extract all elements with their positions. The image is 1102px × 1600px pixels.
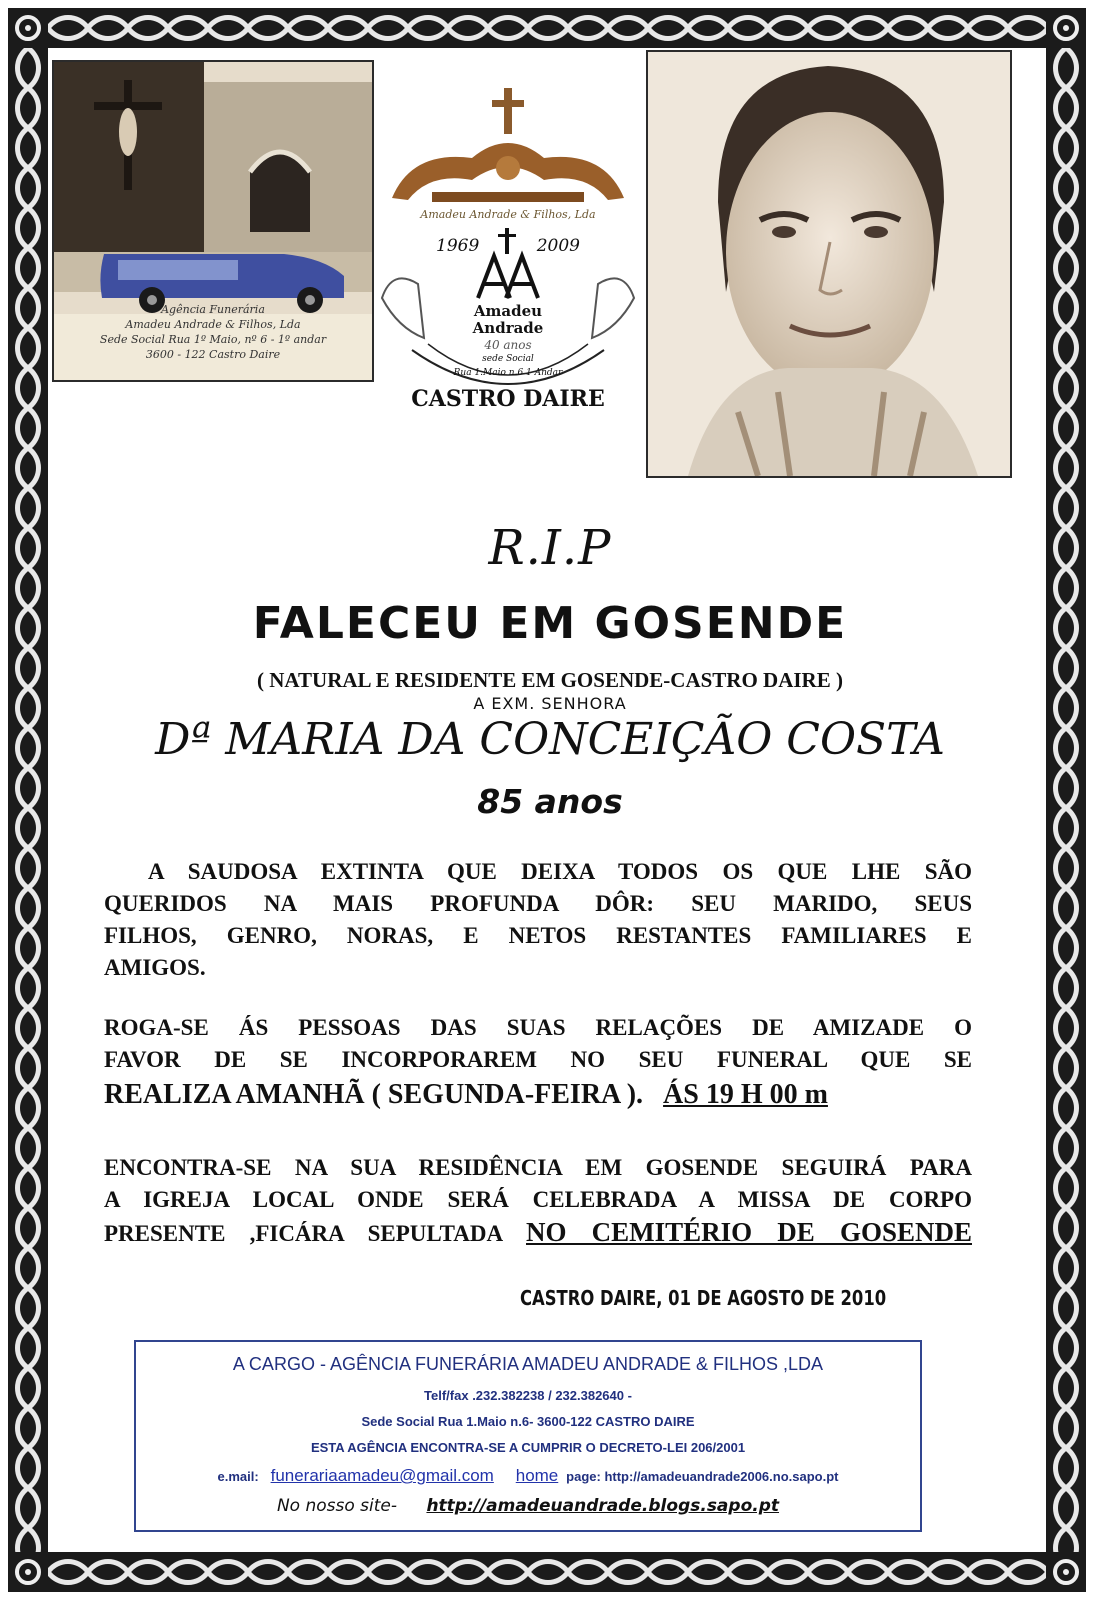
caption-line: 3600 - 122 Castro Daire	[145, 348, 281, 361]
agency-blog-row	[136, 1496, 920, 1516]
email-link[interactable]: funerariaamadeu@gmail.com	[270, 1466, 494, 1485]
border-corner-ornament	[8, 8, 48, 48]
border-corner-ornament	[8, 1552, 48, 1592]
funeral-paragraph	[104, 1012, 972, 1114]
paragraph-line: AMIGOS.	[104, 955, 206, 980]
hearse-photo	[52, 60, 374, 382]
logo-year-end: 2009	[536, 236, 580, 256]
deceased-name: Dª MARIA DA CONCEIÇÃO COSTA	[155, 714, 945, 765]
paragraph-line: FAVOR DE SE INCORPORAREM NO SEU FUNERAL QUE SE	[104, 1047, 972, 1072]
logo-brand-line-1: Amadeu	[473, 302, 543, 320]
agency-phone: Telf/fax .232.382238 / 232.382640 -	[424, 1388, 632, 1403]
burial-place: NO CEMITÉRIO DE GOSENDE	[526, 1217, 972, 1247]
caption-line: Sede Social Rua 1º Maio, nº 6 - 1º andar	[99, 333, 327, 346]
paragraph-line: A SAUDOSA EXTINTA QUE DEIXA TODOS OS QUE LHE SÃO	[148, 859, 972, 884]
deceased-age: 85 anos	[477, 782, 623, 821]
portrait-illustration	[648, 52, 1010, 476]
logo-address: Rua 1.Maio n.6 1 Andar	[453, 368, 563, 378]
burial-place-line	[104, 1216, 972, 1250]
email-label: e.mail:	[217, 1469, 259, 1484]
hearse-caption	[64, 302, 362, 362]
logo-years	[436, 236, 580, 256]
border-corner-ornament	[1046, 8, 1086, 48]
dateline: CASTRO DAIRE, 01 DE AGOSTO DE 2010	[520, 1286, 887, 1310]
agency-address: Sede Social Rua 1.Maio n.6- 3600-122 CASTRO DAIRE	[361, 1414, 695, 1429]
death-headline: FALECEU EM GOSENDE	[252, 598, 848, 649]
deceased-portrait	[646, 50, 1012, 478]
paragraph-line: ROGA-SE ÁS PESSOAS DAS SUAS RELAÇÕES DE AMIZADE O	[104, 1015, 972, 1040]
funeral-time: ÁS 19 H 00 m	[663, 1079, 828, 1110]
funeral-time-line	[104, 1076, 972, 1114]
logo-year-start: 1969	[436, 236, 480, 256]
burial-lead: PRESENTE ,FICÁRA SEPULTADA	[104, 1221, 526, 1246]
agency-decree: ESTA AGÊNCIA ENCONTRA-SE A CUMPRIR O DECRETO-LEI 206/2001	[310, 1440, 746, 1455]
caption-line: Amadeu Andrade & Filhos, Lda	[125, 318, 301, 331]
burial-paragraph	[104, 1152, 972, 1250]
survivors-paragraph	[104, 856, 972, 984]
caption-line: Agência Funerária	[161, 303, 265, 316]
rip-heading: R.I.P	[488, 520, 612, 576]
agency-title: A CARGO - AGÊNCIA FUNERÁRIA AMADEU ANDRADE & FILHOS ,LDA	[232, 1354, 824, 1374]
paragraph-line: A IGREJA LOCAL ONDE SERÁ CELEBRADA A MISSA DE CORPO	[104, 1187, 972, 1212]
origin-line: ( NATURAL E RESIDENTE EM GOSENDE-CASTRO DAIRE )	[257, 668, 843, 692]
paragraph-line: QUERIDOS NA MAIS PROFUNDA DÔR: SEU MARIDO, SEUS	[104, 891, 972, 916]
logo-firm-name: Amadeu Andrade & Filhos, Lda	[420, 208, 596, 221]
honorific-line: A EXM. SENHORA	[473, 694, 627, 713]
blog-label: No nosso site-	[276, 1496, 398, 1516]
ornamental-border-bottom	[8, 1552, 1086, 1592]
logo-brand-line-2: Andrade	[472, 319, 544, 337]
ornamental-border-right	[1046, 8, 1086, 1592]
agency-logo	[372, 88, 644, 434]
ornamental-border-top	[8, 8, 1086, 48]
paragraph-line: FILHOS, GENRO, NORAS, E NETOS RESTANTES FAMILIARES E	[104, 923, 972, 948]
logo-town-text: CASTRO DAIRE	[411, 386, 605, 412]
home-link[interactable]: home	[515, 1466, 559, 1485]
logo-emblem	[372, 88, 644, 434]
agency-info-box	[134, 1340, 922, 1532]
homepage-url: page: http://amadeuandrade2006.no.sapo.pt	[566, 1469, 839, 1484]
logo-anniversary: 40 anos	[484, 338, 532, 352]
blog-link[interactable]: http://amadeuandrade.blogs.sapo.pt	[426, 1496, 780, 1516]
paragraph-line: ENCONTRA-SE NA SUA RESIDÊNCIA EM GOSENDE SEGUIRÁ PARA	[104, 1155, 972, 1180]
border-corner-ornament	[1046, 1552, 1086, 1592]
funeral-day: REALIZA AMANHÃ ( SEGUNDA-FEIRA ).	[104, 1079, 644, 1110]
ornamental-border-left	[8, 8, 48, 1592]
logo-sede: sede Social	[482, 354, 534, 364]
agency-contact-row	[136, 1466, 920, 1486]
